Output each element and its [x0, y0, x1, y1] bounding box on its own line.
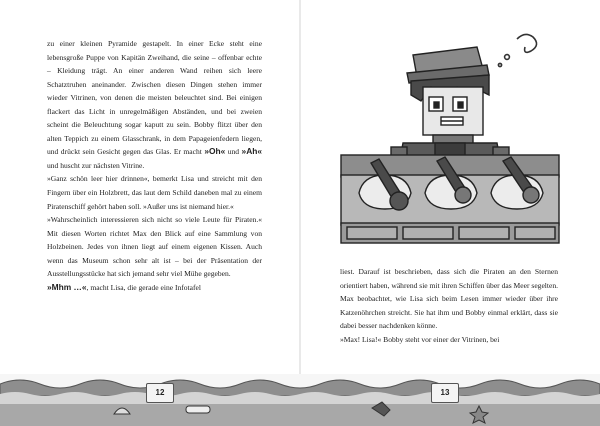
right-page [300, 0, 600, 426]
beach-footer-decoration [0, 374, 600, 426]
bottle-icon [186, 406, 210, 413]
paragraph-1: zu einer kleinen Pyramide gestapelt. In einer Ecke steht eine lebensgroße Puppe von Kapitän Zweihand, die seine – offenbar echte – Kleidung trägt. An einer anderen Wand reihen sich leere Schatztruhen aneinander. Zwischen diesen Dingen stehen immer wieder Vitrinen, von denen die meisten beleuchtet sind. Bei einigen flackert das Licht in unregelmäßigen Abständen, und bei zweien scheint die Beleuchtung sogar kaputt zu sein. Bobby flitzt über den alten Teppich zu einem Glasschrank, in dem Papageienfedern liegen, und drückt sein Gesicht gegen das Glas. Er macht »Oh« und »Ah« und huscht zur nächsten Vitrine. [47, 39, 263, 170]
paragraph-2: »Max! Lisa!« Bobby steht vor einer der Vitrinen, bei [340, 334, 500, 344]
ah-exclamation: »Ah« [241, 146, 263, 157]
paragraph-2: »Ganz schön leer hier drinnen«, bemerkt Lisa und streicht mit den Fingern über ein Holzbrett, das laut dem Schild daneben mal zu einem Piratenschiff gehört haben soll. »Außer uns ist niemand hier.« [47, 174, 262, 211]
paragraph-3: »Wahrscheinlich interessieren sich nicht so viele Leute für Piraten.« Mit diesen Worten richtet Max den Blick auf eine Sammlung von Holzbeinen. Jedes von ihnen liegt auf einem eigenen Kissen. Auch wenn das Museum schon sehr alt ist – bei der Präsentation der Ausstellungsstücke hat sich jemand sehr viel Mühe gegeben. [47, 215, 262, 279]
left-page-text [47, 37, 262, 294]
page-number-right: 13 [431, 383, 459, 403]
right-page-text [340, 265, 558, 346]
oh-exclamation: »Oh« [204, 146, 226, 157]
paragraph-1: liest. Darauf ist beschrieben, dass sich die Piraten an den Sternen orientiert haben, während sie mit ihren Schiffen über das Meer segelten. Max beobachtet, wie Lisa sich beim Lesen immer wieder über ihre Katzenöhrchen streicht. Sie hat ihm und Bobby einmal erklärt, dass sie dabei besser nachdenken könne. [340, 267, 558, 331]
mhm-exclamation: »Mhm …« [47, 281, 87, 292]
page-number-left: 12 [146, 383, 174, 403]
display-case [341, 155, 559, 243]
paragraph-4: »Mhm …«, macht Lisa, die gerade eine Infotafel [47, 281, 201, 292]
pixel-character-illustration [337, 25, 563, 247]
thought-bubble-icon [498, 34, 536, 66]
